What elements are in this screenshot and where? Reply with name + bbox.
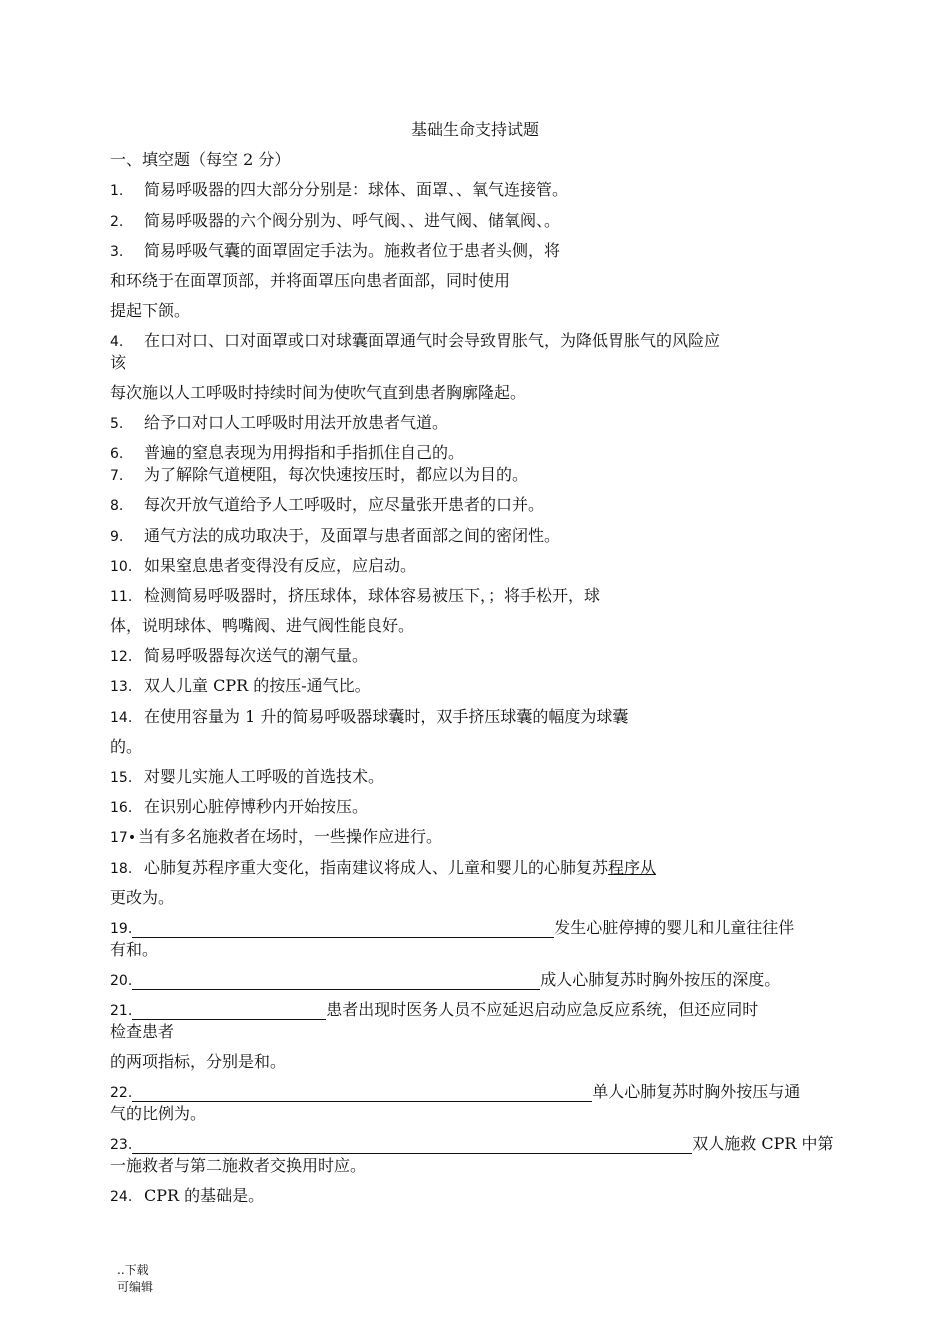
question-text: 给予口对口人工呼吸时用法开放患者气道。	[144, 413, 449, 432]
question-8	[110, 492, 544, 515]
question-number: 12.	[110, 649, 133, 665]
question-22	[110, 1079, 800, 1102]
question-11-continued: 体，说明球体、鸭嘴阀、进气阀性能良好。	[110, 616, 415, 635]
question-number: 13.	[110, 679, 133, 695]
question-21	[110, 997, 758, 1020]
question-number: 17•	[110, 830, 137, 846]
question-24	[110, 1183, 264, 1206]
question-4-continued-2: 每次施以人工呼吸时持续时间为使吹气直到患者胸廓隆起。	[110, 383, 527, 402]
question-16	[110, 794, 368, 817]
underlined-text: 程序从	[608, 858, 657, 877]
question-17	[110, 824, 442, 847]
question-text: 在使用容量为 1 升的简易呼吸器球囊时，双手挤压球囊的幅度为球囊	[144, 707, 629, 726]
question-number: 18.	[110, 861, 133, 877]
footer-download: ..下载	[117, 1263, 149, 1277]
question-18	[110, 855, 656, 878]
section-heading: 一、填空题（每空 2 分）	[110, 150, 291, 169]
question-number: 14.	[110, 710, 133, 726]
question-number: 15.	[110, 770, 133, 786]
question-3	[110, 238, 560, 261]
question-21-continued: 检查患者	[110, 1022, 175, 1041]
answer-blank	[132, 1083, 592, 1102]
question-text: 为了解除气道梗阻，每次快速按压时，都应以为目的。	[144, 465, 529, 484]
question-21-continued-2: 的两项指标，分别是和。	[110, 1052, 287, 1071]
question-number: 10.	[110, 559, 133, 575]
question-5	[110, 410, 448, 433]
question-19-continued: 有和。	[110, 940, 159, 959]
question-number: 11.	[110, 589, 133, 605]
question-text: 双人儿童 CPR 的按压-通气比。	[144, 676, 371, 695]
question-text: 每次开放气道给予人工呼吸时，应尽量张开患者的口并。	[144, 495, 545, 514]
question-text: 普遍的窒息表现为用拇指和手指抓住自己的。	[144, 443, 465, 462]
question-12	[110, 643, 368, 666]
question-number: 22.	[110, 1085, 133, 1101]
question-number: 3.	[110, 244, 124, 260]
question-text: 当有多名施救者在场时，一些操作应进行。	[138, 827, 443, 846]
question-23	[110, 1131, 834, 1154]
question-text: 患者出现时医务人员不应延迟启动应急反应系统，但还应同时	[326, 1000, 759, 1019]
question-text: 简易呼吸器的六个阀分别为、呼气阀、、进气阀、储氧阀、。	[144, 211, 561, 230]
footer-editable: 可编辑	[117, 1280, 154, 1294]
question-text: 心肺复苏程序重大变化，指南建议将成人、儿童和婴儿的心肺复苏	[144, 858, 609, 877]
question-text: 双人施救 CPR 中第	[692, 1134, 834, 1153]
question-number: 4.	[110, 334, 124, 350]
question-text: 检测简易呼吸器时，挤压球体，球体容易被压下，；将手松开，球	[144, 586, 601, 605]
answer-blank	[132, 919, 554, 938]
question-number: 2.	[110, 214, 124, 230]
question-14-continued: 的。	[110, 737, 143, 756]
question-23-continued: 一施救者与第二施救者交换用时应。	[110, 1156, 367, 1175]
question-11	[110, 583, 600, 606]
question-2	[110, 208, 560, 231]
question-number: 19.	[110, 921, 133, 937]
question-20	[110, 967, 780, 990]
question-14	[110, 704, 628, 727]
question-text: 单人心肺复苏时胸外按压与通	[592, 1082, 801, 1101]
question-13	[110, 673, 371, 696]
question-number: 7.	[110, 468, 124, 484]
answer-blank	[132, 1001, 326, 1020]
question-text: 在口对口、口对面罩或口对球囊面罩通气时会导致胃胀气，为降低胃胀气的风险应	[144, 331, 721, 350]
question-text: 简易呼吸器每次送气的潮气量。	[144, 646, 369, 665]
question-number: 24.	[110, 1189, 133, 1205]
question-1	[110, 177, 568, 200]
question-18-continued: 更改为。	[110, 888, 175, 907]
question-number: 6.	[110, 446, 124, 462]
question-text: 发生心脏停搏的婴儿和儿童往往伴	[554, 918, 795, 937]
question-10	[110, 553, 416, 576]
question-4-continued: 该	[110, 353, 127, 372]
question-number: 1.	[110, 183, 124, 199]
question-text: CPR 的基础是。	[144, 1186, 265, 1205]
question-number: 21.	[110, 1003, 133, 1019]
question-text: 简易呼吸气囊的面罩固定手法为。施救者位于患者头侧，将	[144, 241, 561, 260]
answer-blank	[132, 971, 540, 990]
question-number: 16.	[110, 800, 133, 816]
question-22-continued: 气的比例为。	[110, 1104, 207, 1123]
question-6	[110, 440, 464, 463]
question-text: 对婴儿实施人工呼吸的首选技术。	[144, 767, 385, 786]
question-number: 5.	[110, 416, 124, 432]
question-text: 在识别心脏停博秒内开始按压。	[144, 797, 369, 816]
question-text: 简易呼吸器的四大部分分别是：球体、面罩、、氧气连接管。	[144, 180, 569, 199]
question-15	[110, 764, 384, 787]
question-number: 9.	[110, 529, 124, 545]
page-title: 基础生命支持试题	[410, 120, 539, 139]
question-19	[110, 915, 794, 938]
question-4	[110, 328, 720, 351]
question-text: 成人心肺复苏时胸外按压的深度。	[540, 970, 781, 989]
question-9	[110, 523, 560, 546]
question-7	[110, 462, 528, 485]
question-3-continued: 和环绕于在面罩顶部，并将面罩压向患者面部，同时使用	[110, 271, 511, 290]
question-text: 通气方法的成功取决于，及面罩与患者面部之间的密闭性。	[144, 526, 561, 545]
question-number: 8.	[110, 498, 124, 514]
question-3-continued-2: 提起下颌。	[110, 301, 191, 320]
question-number: 23.	[110, 1137, 133, 1153]
answer-blank	[132, 1135, 692, 1154]
question-text: 如果窒息患者变得没有反应，应启动。	[144, 556, 417, 575]
question-number: 20.	[110, 973, 133, 989]
